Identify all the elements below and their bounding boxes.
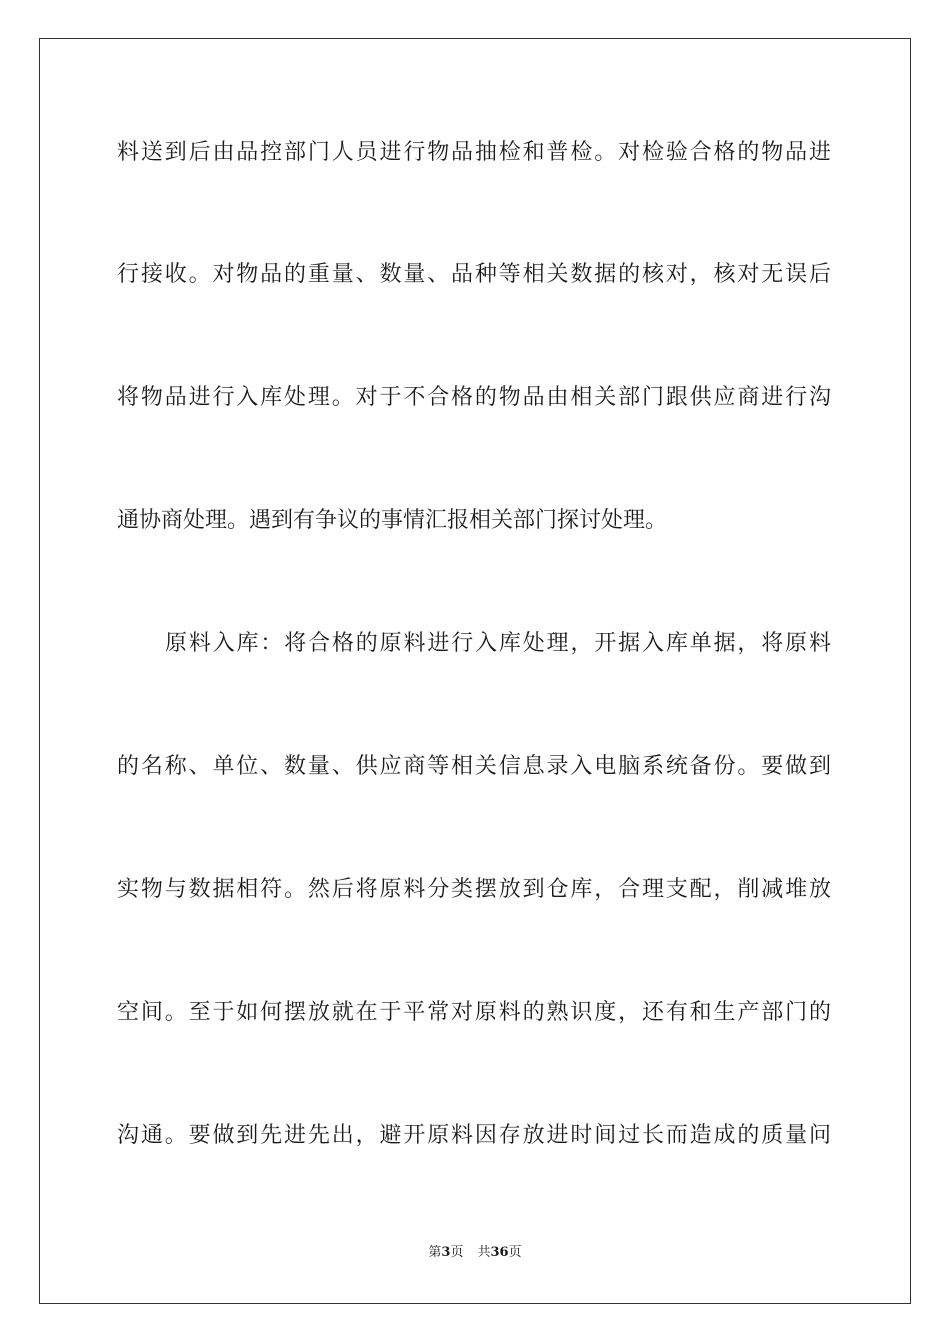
total-suffix: 页 <box>508 1245 522 1260</box>
text-line: 的名称、单位、数量、供应商等相关信息录入电脑系统备份。要做到 <box>117 754 831 779</box>
text-line: 实物与数据相符。然后将原料分类摆放到仓库，合理支配，削减堆放 <box>117 877 831 902</box>
page-prefix: 第 <box>428 1245 442 1260</box>
page-footer <box>0 1245 950 1261</box>
text-line: 将物品进行入库处理。对于不合格的物品由相关部门跟供应商进行沟 <box>117 385 831 410</box>
text-line: 空间。至于如何摆放就在于平常对原料的熟识度，还有和生产部门的 <box>117 1000 831 1025</box>
page-suffix: 页 <box>450 1245 464 1260</box>
text-line: 沟通。要做到先进先出，避开原料因存放进时间过长而造成的质量问 <box>117 1123 831 1148</box>
total-pages: 36 <box>490 1245 509 1260</box>
paragraph-first-line: 原料入库：将合格的原料进行入库处理，开据入库单据，将原料 <box>165 631 831 656</box>
page-border <box>39 38 911 1304</box>
text-line: 料送到后由品控部门人员进行物品抽检和普检。对检验合格的物品进 <box>117 140 831 165</box>
text-line: 通协商处理。遇到有争议的事情汇报相关部门探讨处理。 <box>117 508 668 533</box>
text-line: 行接收。对物品的重量、数量、品种等相关数据的核对，核对无误后 <box>117 262 831 287</box>
total-prefix: 共 <box>477 1245 491 1260</box>
page-number: 3 <box>441 1245 451 1260</box>
